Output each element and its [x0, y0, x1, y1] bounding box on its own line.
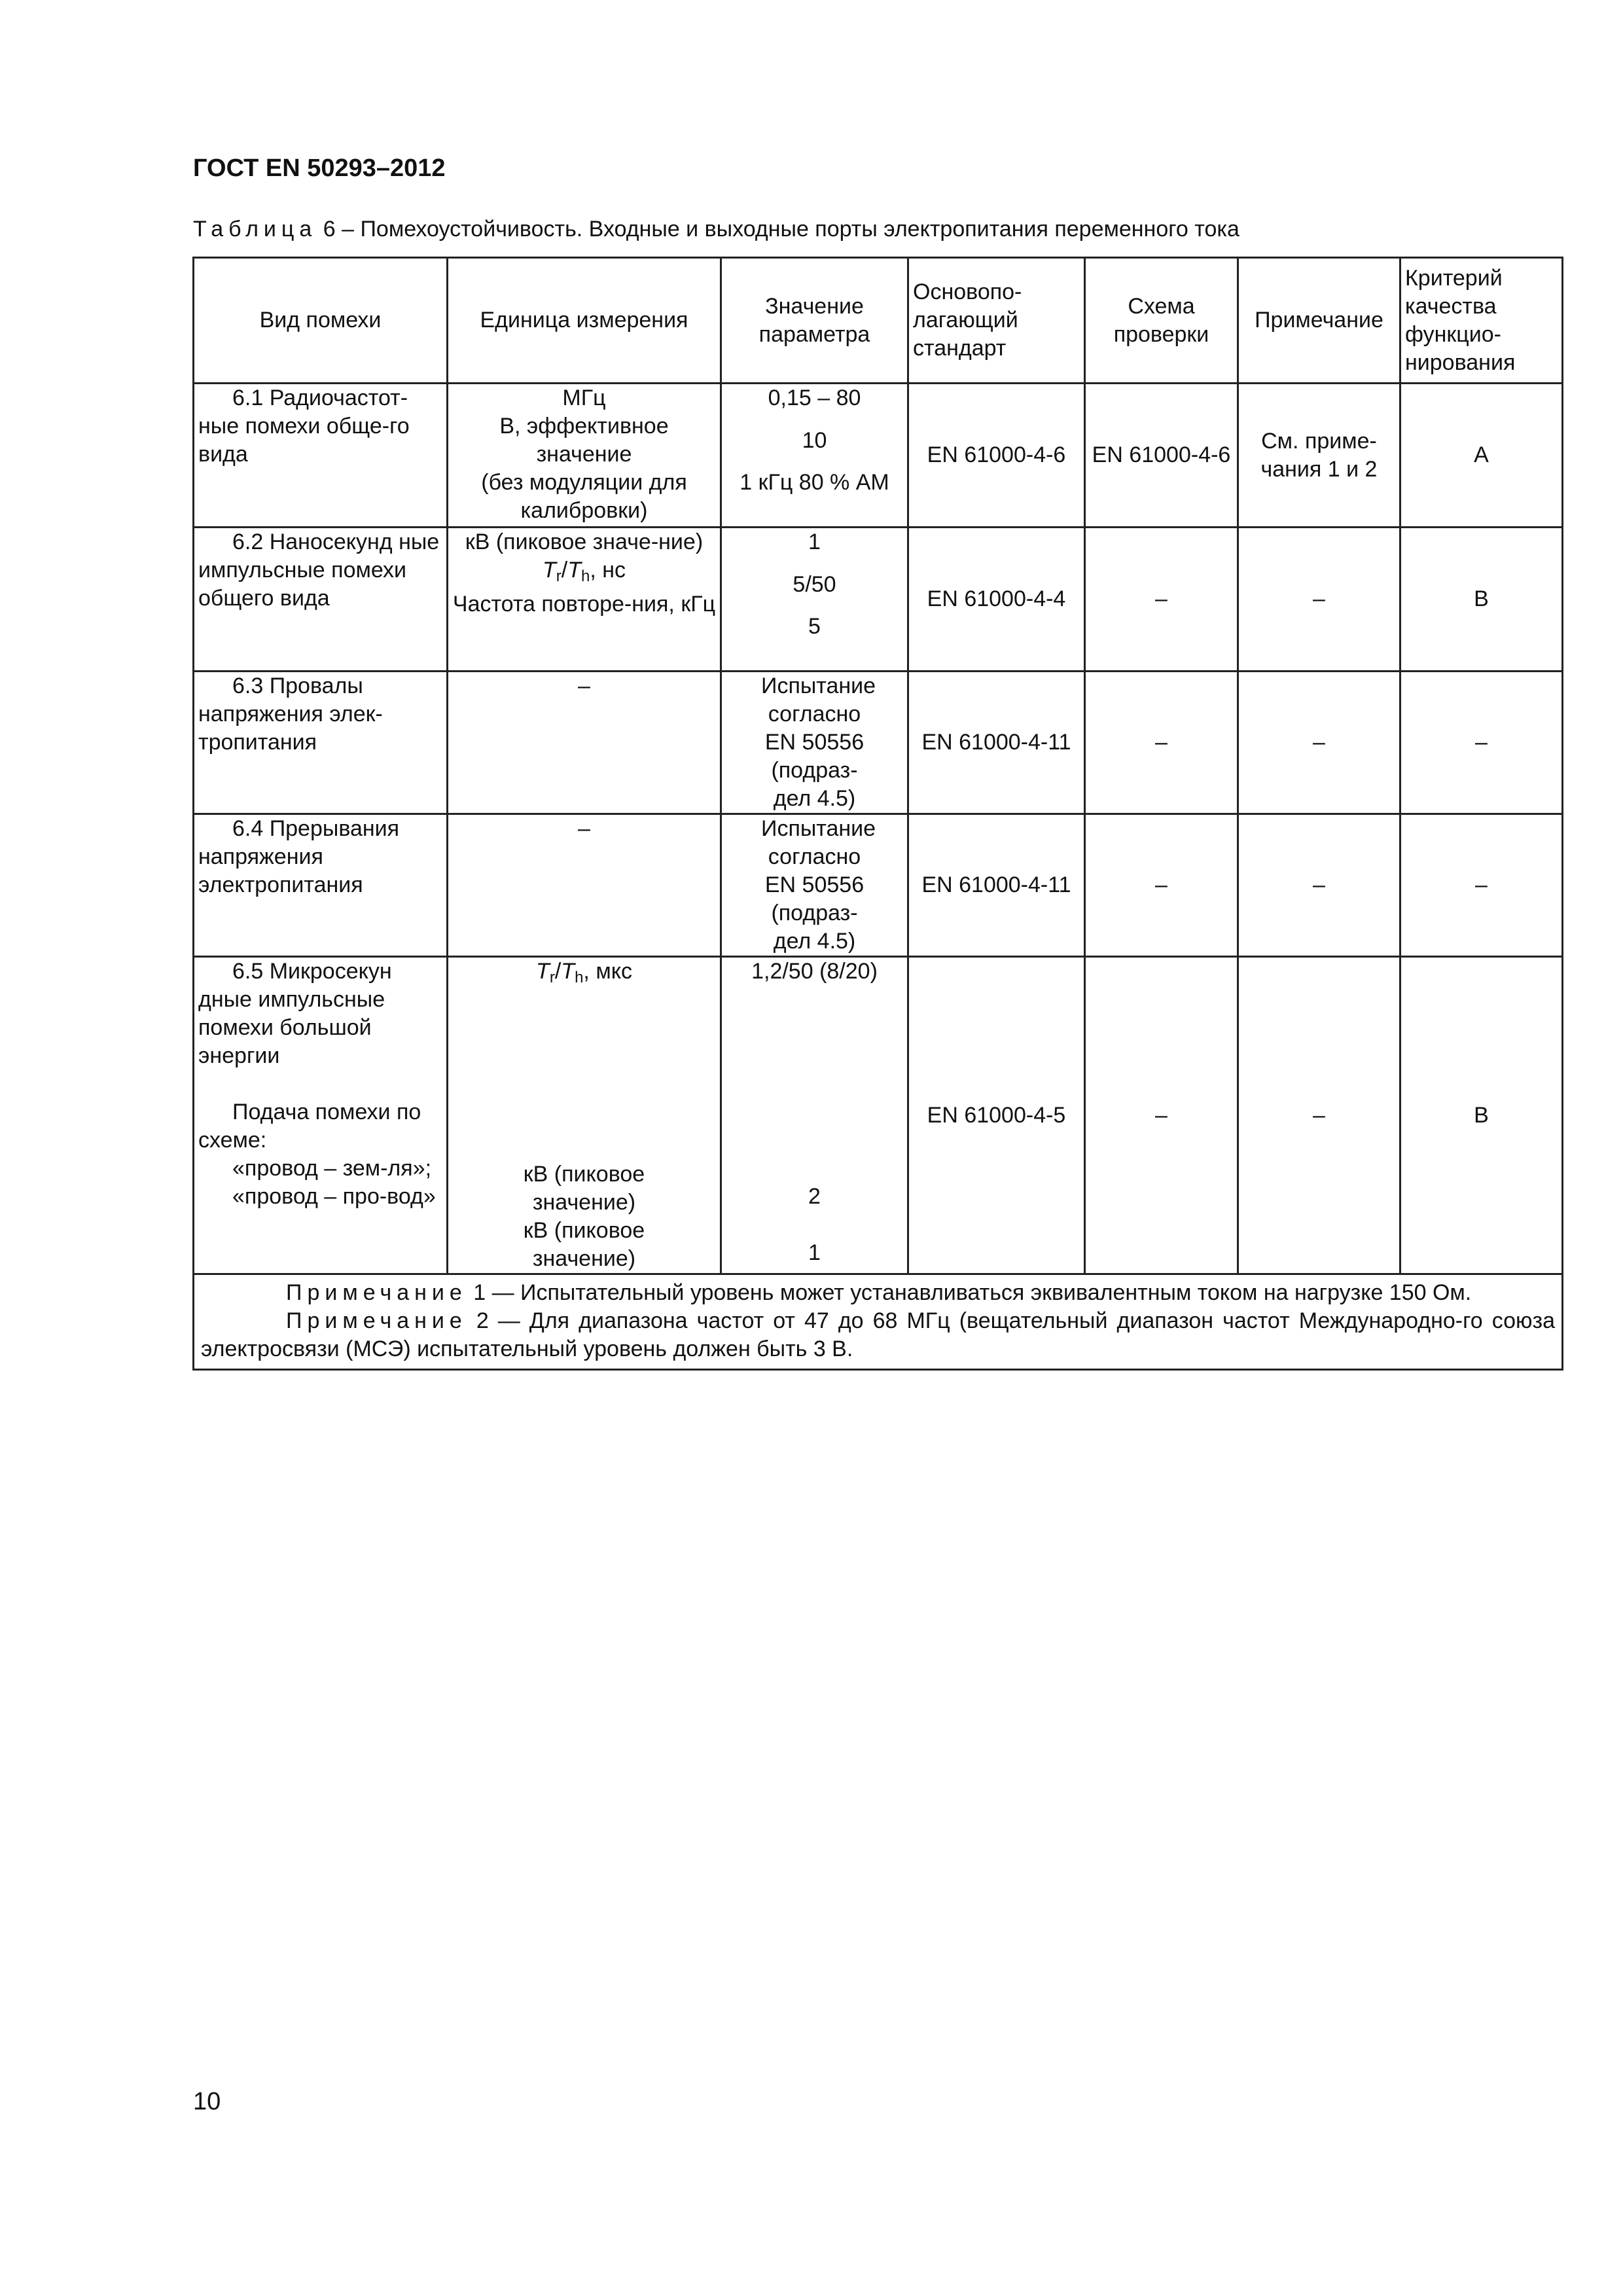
- table-row: [194, 814, 1563, 957]
- cell-values: Испытание согласно EN 50556 (подраз-дел 4.5): [721, 672, 908, 814]
- cell-scheme: –: [1085, 672, 1238, 814]
- note-1: Примечание 1 — Испытательный уровень может устанавливаться эквивалентным током на нагрузке 150 Ом.: [286, 1280, 1472, 1305]
- cell-type: 6.4 Прерывания напряжения электропитания: [194, 814, 448, 957]
- cell-units: кВ (пиковое значе-ние) $T_r/T_h$, нс Частота повторе-ния, кГц: [448, 528, 721, 672]
- cell-standard: EN 61000-4-11: [908, 672, 1085, 814]
- cell-standard: EN 61000-4-6: [908, 384, 1085, 528]
- cell-values: 1,2/50 (8/20) 2 1: [721, 957, 908, 1274]
- cell-criterion: В: [1400, 528, 1563, 672]
- cell-standard: EN 61000-4-11: [908, 814, 1085, 957]
- table-caption-label: Таблица: [193, 217, 317, 242]
- table-row: [194, 384, 1563, 528]
- cell-note: –: [1238, 528, 1400, 672]
- cell-scheme: –: [1085, 528, 1238, 672]
- cell-type: 6.2 Наносекунд ные импульсные помехи общего вида: [194, 528, 448, 672]
- cell-criterion: –: [1400, 672, 1563, 814]
- table-notes: [194, 1274, 1563, 1370]
- col-header-type: Вид помехи: [194, 258, 448, 384]
- col-header-scheme: Схема проверки: [1085, 258, 1238, 384]
- col-header-value: Значение параметра: [721, 258, 908, 384]
- col-header-criterion: Критерий качества функцио-нирования: [1400, 258, 1563, 384]
- note-2: Примечание 2 — Для диапазона частот от 47 до 68 МГц (вещательный диапазон частот Международно-го союза электросвязи (МСЭ) испытательный уровень должен быть 3 В.: [201, 1308, 1555, 1361]
- col-header-standard: Основопо-лагающий стандарт: [908, 258, 1085, 384]
- table-notes-row: [194, 1274, 1563, 1370]
- cell-values: 0,15 – 80 10 1 кГц 80 % АМ: [721, 384, 908, 528]
- table-row: [194, 672, 1563, 814]
- col-header-note: Примечание: [1238, 258, 1400, 384]
- cell-criterion: –: [1400, 814, 1563, 957]
- cell-scheme: –: [1085, 814, 1238, 957]
- immunity-table: [192, 257, 1563, 1371]
- cell-note: –: [1238, 814, 1400, 957]
- cell-units: –: [448, 672, 721, 814]
- cell-standard: EN 61000-4-5: [908, 957, 1085, 1274]
- cell-criterion: В: [1400, 957, 1563, 1274]
- cell-values: 1 5/50 5: [721, 528, 908, 672]
- cell-scheme: –: [1085, 957, 1238, 1274]
- table-row: [194, 528, 1563, 672]
- pulse-time-unit: $T_r/T_h$, мкс: [536, 959, 632, 986]
- cell-note: –: [1238, 957, 1400, 1274]
- cell-note: См. приме-чания 1 и 2: [1238, 384, 1400, 528]
- table-row: [194, 957, 1563, 1274]
- cell-units: $T_r/T_h$, мкс кВ (пиковое значение) кВ (пиковое значение): [448, 957, 721, 1274]
- page-number: 10: [193, 2088, 221, 2115]
- cell-type: 6.5 Микросекун дные импульсные помехи большой энергии Подача помехи по схеме: «провод – зем-ля»; «провод – про-вод»: [194, 957, 448, 1274]
- cell-scheme: EN 61000-4-6: [1085, 384, 1238, 528]
- cell-units: МГц В, эффективное значение (без модуляции для калибровки): [448, 384, 721, 528]
- document-header: ГОСТ EN 50293–2012: [193, 154, 446, 182]
- rise-time-unit: $T_r/T_h$, нс: [542, 558, 626, 585]
- cell-units: –: [448, 814, 721, 957]
- table-caption-text: 6 – Помехоустойчивость. Входные и выходные порты электропитания переменного тока: [317, 217, 1240, 242]
- cell-values: Испытание согласно EN 50556 (подраз-дел 4.5): [721, 814, 908, 957]
- table-caption: [193, 217, 1240, 242]
- table-header-row: [194, 258, 1563, 384]
- col-header-units: Единица измерения: [448, 258, 721, 384]
- cell-type: 6.1 Радиочастот-ные помехи обще-го вида: [194, 384, 448, 528]
- cell-criterion: А: [1400, 384, 1563, 528]
- cell-type: 6.3 Провалы напряжения элек-тропитания: [194, 672, 448, 814]
- cell-standard: EN 61000-4-4: [908, 528, 1085, 672]
- cell-note: –: [1238, 672, 1400, 814]
